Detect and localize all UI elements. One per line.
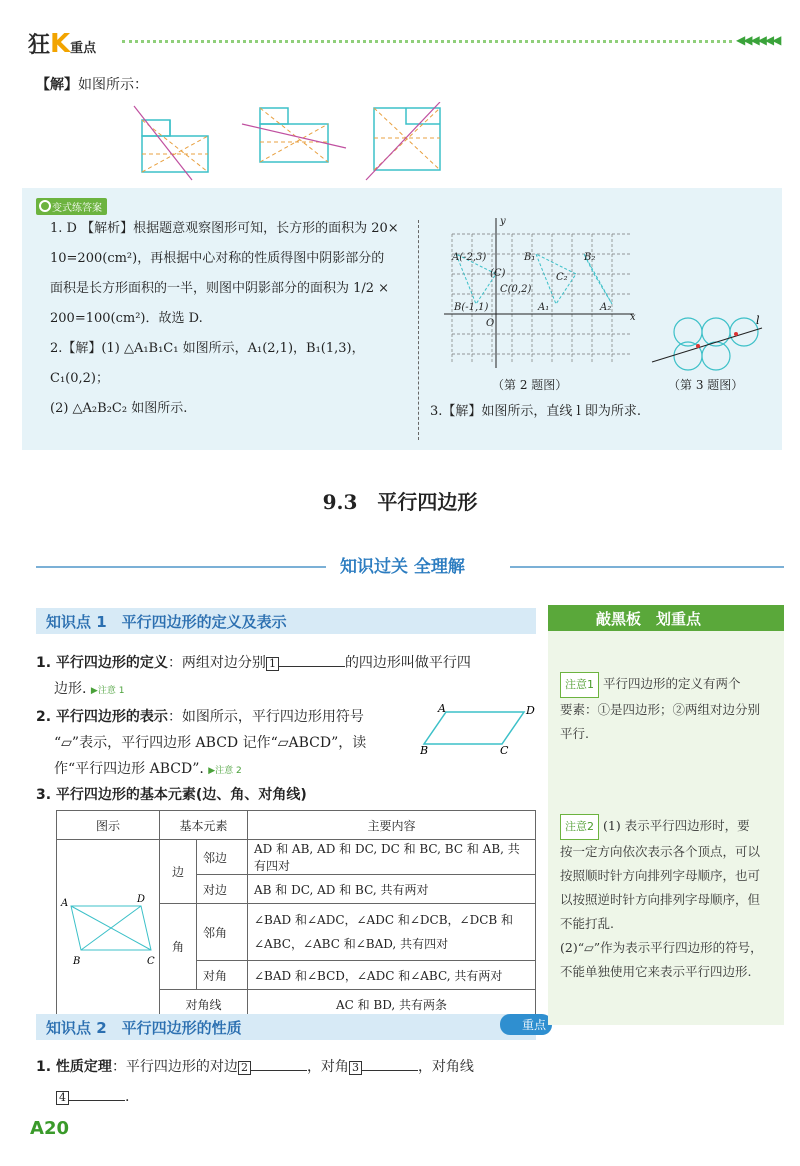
intro-line: 【解】如图所示： bbox=[36, 77, 148, 93]
answer-divider bbox=[418, 220, 419, 440]
sidebar-note2: 注意2 (1) 表示平行四边形时，要 按一定方向依次表示各个顶点，可以 按照顺时针方向排列字母顺序，也可 以按照逆时针方向排列字母顺序，但 不能打乱. (2)“▱”作为表示平行四边形的符号， 不能单独使用它来表示平行四边形. bbox=[560, 814, 786, 984]
banner-rule-right bbox=[510, 566, 784, 568]
grid-label: A₁ bbox=[538, 302, 550, 313]
grid-label: y bbox=[500, 216, 506, 227]
svg-text:C: C bbox=[147, 955, 155, 967]
svg-text:B: B bbox=[73, 955, 81, 967]
grid-label: (C) bbox=[490, 268, 506, 279]
key-badge: 重点 bbox=[500, 1014, 552, 1035]
answer-tag: 变式练答案 bbox=[36, 198, 107, 215]
table-cell: ∠BAD 和∠BCD，∠ADC 和∠ABC, 共有两对 bbox=[248, 961, 536, 990]
fig2-caption: （第 2 题图） bbox=[492, 378, 568, 392]
kp1-item2: 2. 平行四边形的表示：如图所示，平行四边形用符号 “▱”表示，平行四边形 ABCD 记作“▱ABCD”，读 作“平行四边形 ABCD”. ▶注意 2 bbox=[36, 709, 367, 777]
svg-text:A: A bbox=[61, 897, 69, 909]
q2-line: C₁(0,2)； bbox=[50, 371, 109, 386]
table-cell: AB 和 DC, AD 和 BC, 共有两对 bbox=[248, 875, 536, 904]
table-cell: AC 和 BD, 共有两条 bbox=[248, 990, 536, 1019]
table-cell: ∠BAD 和∠ADC，∠ADC 和∠DCB，∠DCB 和∠ABC，∠ABC 和∠BAD, 共有四对 bbox=[248, 904, 536, 961]
svg-text:D: D bbox=[137, 893, 146, 905]
grid-label: B(-1,1) bbox=[454, 302, 489, 313]
grid-label: B₁ bbox=[524, 252, 536, 263]
grid-label: B₂ bbox=[584, 252, 596, 263]
sidebar-note1: 注意1 平行四边形的定义有两个 要素：①是四边形；②两组对边分别 平行. bbox=[560, 672, 780, 746]
header-logo: 狂K重点 bbox=[28, 29, 97, 59]
q2-line: (2) △A₂B₂C₂ 如图所示. bbox=[50, 401, 188, 416]
fig3-label: l bbox=[756, 314, 760, 327]
q1-line: 10=200(cm²)，再根据中心对称的性质得图中阴影部分的 bbox=[50, 251, 385, 266]
grid-label: A(-2,3) bbox=[452, 252, 487, 263]
kp1-item1: 1. 平行四边形的定义：两组对边分别 1 的四边形叫做平行四 边形. ▶注意 1 bbox=[36, 655, 471, 697]
grid-label: O bbox=[486, 318, 495, 329]
grid-label: C₂ bbox=[556, 272, 568, 283]
svg-text:C: C bbox=[500, 744, 509, 757]
q3-line: 3.【解】如图所示，直线 l 即为所求. bbox=[430, 404, 641, 419]
page-number: A20 bbox=[30, 1118, 69, 1139]
fig3-caption: （第 3 题图） bbox=[668, 378, 744, 392]
grid-label: C(0,2) bbox=[500, 284, 532, 295]
section-banner: 知识过关 全理解 bbox=[334, 552, 471, 577]
section-title: 9.3 平行四边形 bbox=[322, 490, 478, 514]
elements-table: 图示 基本元素 主要内容 A D B C 边 邻边 AD 和 AB, AD 和 DC, DC 和 BC, BC 和 AB, 共有四对 对边 AB 和 DC, AD 和 BC, 共有两对 角 邻角 ∠BAD 和∠ADC，∠ADC 和∠DCB，∠DCB 和∠ABC，∠ABC 和∠BAD, 共有四对 对角 ∠BAD 和∠BCD，∠ADC 和∠ABC, 共有两对 对角线 AC 和 BD, 共有两条 bbox=[56, 810, 536, 1019]
svg-text:A: A bbox=[438, 702, 446, 715]
svg-text:D: D bbox=[526, 704, 535, 717]
banner-rule-left bbox=[36, 566, 326, 568]
header-arrows: ◀◀◀◀◀◀ bbox=[736, 33, 780, 47]
sidebar-heading: 敲黑板 划重点 bbox=[548, 605, 784, 631]
grid-label: x bbox=[630, 312, 636, 323]
kp2-heading: 知识点 2 平行四边形的性质 bbox=[36, 1014, 536, 1040]
top-figures bbox=[130, 102, 470, 182]
table-figure bbox=[57, 888, 157, 968]
header-dotted-line bbox=[122, 40, 732, 43]
q2-line: 2.【解】(1) △A₁B₁C₁ 如图所示，A₁(2,1)，B₁(1,3)， bbox=[50, 341, 365, 356]
circles-figure bbox=[648, 310, 768, 374]
grid-label: A₂ bbox=[600, 302, 612, 313]
svg-text:B: B bbox=[420, 744, 429, 757]
kp1-item3: 3. 平行四边形的基本元素(边、角、对角线) bbox=[36, 787, 307, 803]
answer-q1 bbox=[50, 214, 412, 424]
table-cell: AD 和 AB, AD 和 DC, DC 和 BC, BC 和 AB, 共有四对 bbox=[248, 840, 536, 875]
kp2-item1: 1. 性质定理：平行四边形的对边 2 ，对角 3 ，对角线 4 . bbox=[36, 1059, 474, 1105]
q1-line: 200=100(cm²)．故选 D. bbox=[50, 311, 203, 326]
grid-figure bbox=[444, 214, 640, 370]
q1-line: 面积是长方形面积的一半，则图中阴影部分的面积为 1/2 × bbox=[50, 281, 390, 296]
q1-line: 1. D 【解析】根据题意观察图形可知，长方形的面积为 20× bbox=[50, 221, 399, 236]
parallelogram-figure bbox=[420, 702, 540, 758]
kp1-heading: 知识点 1 平行四边形的定义及表示 bbox=[36, 608, 536, 634]
